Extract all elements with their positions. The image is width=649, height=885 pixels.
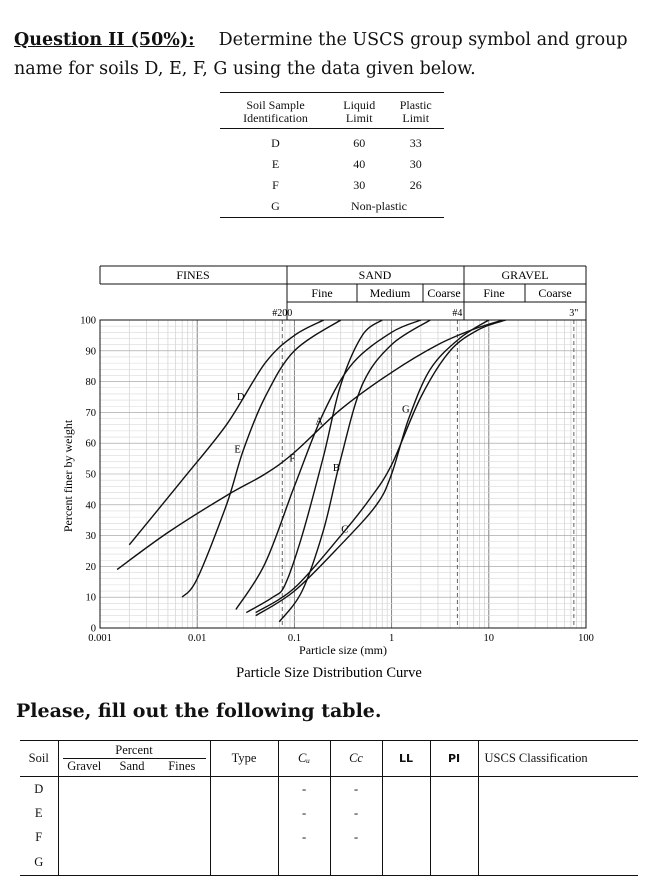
uscs-cell[interactable] — [478, 825, 638, 849]
coarse-sand-label: Coarse — [427, 286, 461, 300]
y-tick-label: 100 — [80, 315, 96, 327]
fines-cell[interactable] — [154, 801, 210, 825]
table-row — [220, 154, 444, 175]
grading-curve-g — [256, 320, 506, 613]
x-tick-label: 100 — [578, 633, 594, 644]
sieve-label: #4 — [452, 308, 463, 319]
curve-label: E — [234, 444, 241, 456]
question-label: Question II (50%): — [14, 30, 195, 50]
grading-curve-b — [279, 320, 430, 622]
cc-cell[interactable] — [330, 849, 382, 876]
ll-cell[interactable] — [382, 825, 430, 849]
y-tick-label: 20 — [85, 561, 96, 573]
ll-cell[interactable] — [382, 801, 430, 825]
x-tick-label: 1 — [388, 633, 395, 644]
sand-cell[interactable] — [110, 825, 154, 849]
ll-cell[interactable] — [382, 777, 430, 802]
plastic-limit: 30 — [409, 157, 422, 171]
y-tick-label: 80 — [85, 377, 96, 389]
header-soil: Soil — [20, 741, 58, 777]
header-ll: LL — [382, 741, 430, 777]
gravel-cell[interactable] — [58, 801, 110, 825]
y-tick-label: 30 — [85, 531, 96, 543]
grading-curve-f — [246, 320, 382, 613]
pi-cell[interactable] — [430, 801, 478, 825]
non-plastic-note: Non-plastic — [331, 196, 444, 218]
header-uscs: USCS Classification — [478, 741, 638, 777]
question-text — [14, 26, 644, 84]
sample-id: D — [271, 136, 280, 150]
pi-cell[interactable] — [430, 777, 478, 802]
fill-table-prompt: Please, fill out the following table. — [16, 700, 382, 722]
x-tick-label: 0.001 — [88, 633, 112, 644]
chart-grid — [100, 320, 586, 628]
y-tick-label: 70 — [85, 407, 96, 419]
gravel-cell[interactable] — [58, 849, 110, 876]
header-sample-id: Soil Sample Identification — [220, 93, 331, 129]
question-body: Determine the USCS group symbol and group name for soils D, E, F, G using the data given below. — [14, 30, 628, 79]
curve-label: D — [236, 392, 245, 404]
header-fines: Fines — [154, 759, 210, 777]
y-tick-label: 0 — [90, 623, 96, 635]
x-tick-label: 0.1 — [287, 633, 301, 644]
table-row — [220, 196, 444, 218]
header-liquid-limit: Liquid Limit — [331, 93, 387, 129]
ll-cell[interactable] — [382, 849, 430, 876]
cu-cell[interactable]: - — [278, 801, 330, 825]
fines-band-label: FINES — [176, 268, 210, 282]
header-plastic-limit: Plastic Limit — [387, 93, 444, 129]
classification-answer-table — [20, 740, 638, 876]
header-percent: Percent — [63, 743, 206, 759]
pi-cell[interactable] — [430, 849, 478, 876]
cc-cell[interactable]: - — [330, 801, 382, 825]
liquid-limit: 40 — [353, 157, 366, 171]
soil-id: D — [34, 781, 44, 796]
y-axis-label: Percent finer by weight — [61, 419, 75, 533]
cu-cell[interactable]: - — [278, 777, 330, 802]
sand-cell[interactable] — [110, 777, 154, 802]
pi-cell[interactable] — [430, 825, 478, 849]
sieve-label: #200 — [272, 308, 293, 319]
soil-id: F — [35, 829, 43, 844]
type-cell[interactable] — [210, 801, 278, 825]
coarse-gravel-label: Coarse — [538, 286, 572, 300]
liquid-limit: 30 — [353, 178, 366, 192]
sand-cell[interactable] — [110, 849, 154, 876]
gravel-cell[interactable] — [58, 777, 110, 802]
fine-gravel-label: Fine — [483, 286, 505, 300]
fines-cell[interactable] — [154, 849, 210, 876]
header-type: Type — [210, 741, 278, 777]
curve-label: B — [332, 462, 340, 474]
plastic-limit: 33 — [409, 136, 422, 150]
gravel-band-label: GRAVEL — [501, 268, 549, 282]
cu-cell[interactable] — [278, 849, 330, 876]
soil-id: E — [34, 805, 43, 820]
y-tick-label: 40 — [85, 500, 96, 512]
curve-label: C — [341, 524, 349, 536]
sample-id: G — [220, 196, 331, 218]
grading-curve-e — [182, 320, 341, 597]
header-cc: Cc — [330, 741, 382, 777]
axis-tick-labels — [80, 316, 594, 645]
x-tick-label: 10 — [483, 633, 495, 644]
cc-cell[interactable]: - — [330, 825, 382, 849]
type-cell[interactable] — [210, 849, 278, 876]
y-tick-label: 50 — [85, 469, 96, 481]
type-cell[interactable] — [210, 825, 278, 849]
y-tick-label: 10 — [85, 592, 96, 604]
table-row — [20, 849, 638, 876]
header-sand: Sand — [110, 759, 154, 777]
sand-cell[interactable] — [110, 801, 154, 825]
grading-curve-a — [236, 320, 421, 610]
header-gravel: Gravel — [58, 759, 110, 777]
x-axis-label: Particle size (mm) — [299, 643, 387, 657]
uscs-cell[interactable] — [478, 849, 638, 876]
table-row — [20, 777, 638, 802]
y-tick-label: 90 — [85, 346, 96, 358]
uscs-cell[interactable] — [478, 777, 638, 802]
liquid-limit: 60 — [353, 136, 366, 150]
x-tick-label: 0.01 — [188, 633, 207, 644]
gravel-cell[interactable] — [58, 825, 110, 849]
sample-id: E — [271, 157, 280, 171]
type-cell[interactable] — [210, 777, 278, 802]
medium-sand-label: Medium — [369, 286, 411, 300]
particle-size-distribution-chart — [0, 258, 649, 688]
fine-sand-label: Fine — [311, 286, 333, 300]
curve-label: G — [402, 404, 410, 416]
table-row — [220, 175, 444, 196]
table-row — [20, 801, 638, 825]
header-cu: Cᵤ — [278, 741, 330, 777]
cc-cell[interactable]: - — [330, 777, 382, 802]
cu-cell[interactable]: - — [278, 825, 330, 849]
sample-id: F — [272, 178, 279, 192]
fines-cell[interactable] — [154, 777, 210, 802]
atterberg-limits-table — [220, 92, 444, 218]
table-row — [20, 825, 638, 849]
fines-cell[interactable] — [154, 825, 210, 849]
y-tick-label: 60 — [85, 438, 96, 450]
curve-label: F — [289, 453, 296, 465]
uscs-cell[interactable] — [478, 801, 638, 825]
soil-id: G — [20, 849, 58, 876]
header-pi: PI — [430, 741, 478, 777]
chart-caption: Particle Size Distribution Curve — [236, 665, 422, 681]
soil-type-bands — [100, 266, 586, 320]
plastic-limit: 26 — [409, 178, 422, 192]
table-row — [220, 133, 444, 154]
curve-label: A — [315, 416, 324, 428]
sieve-label: 3" — [569, 308, 579, 319]
sand-band-label: SAND — [358, 268, 392, 282]
